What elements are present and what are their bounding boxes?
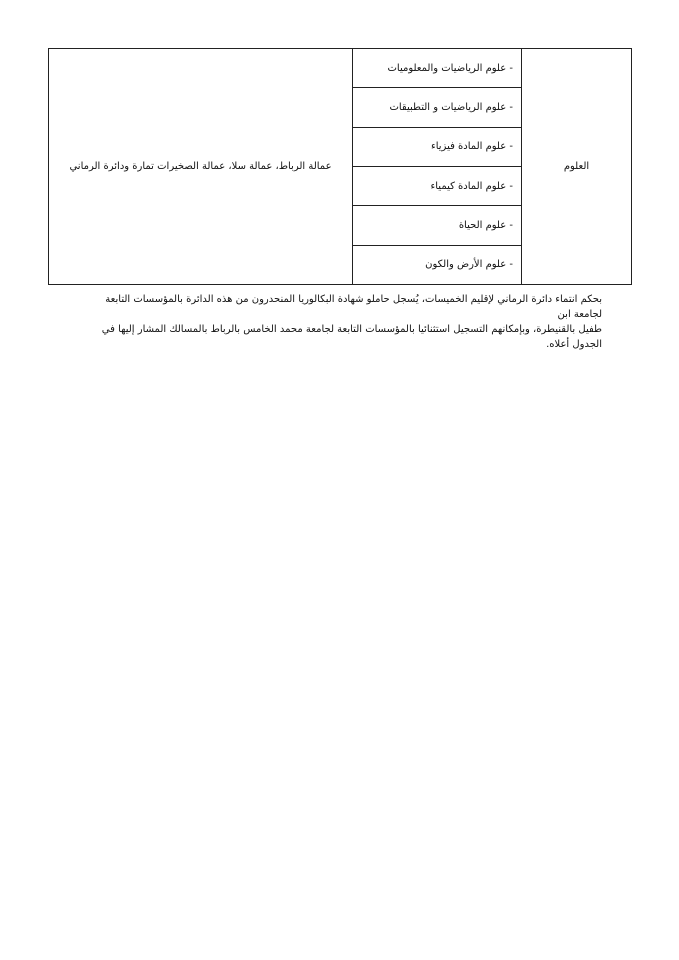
regions-cell: عمالة الرباط، عمالة سلا، عمالة الصخيرات تمارة ودائرة الرماني bbox=[49, 49, 353, 285]
track-item: - علوم الأرض والكون bbox=[425, 259, 513, 271]
track-item: - علوم المادة كيمياء bbox=[353, 167, 521, 206]
orientation-table bbox=[48, 48, 632, 285]
track-item: - علوم الحياة bbox=[353, 206, 521, 245]
track-item: - علوم الرياضيات و التطبيقات bbox=[353, 88, 521, 127]
tracks-cell bbox=[353, 49, 522, 285]
track-item: - علوم المادة فيزياء bbox=[353, 128, 521, 167]
track-list bbox=[353, 49, 521, 284]
footnote-line-1: بحكم انتماء دائرة الرماني لإقليم الخميسات، يُسجل حاملو شهادة البكالوريا المنحدرون من هذه الدائرة بالمؤسسات التابعة لجامعة ابن bbox=[105, 294, 602, 320]
footnote-line-2: طفيل بالقنيطرة، وبإمكانهم التسجيل استثنائيا بالمؤسسات التابعة لجامعة محمد الخامس بالرباط بالمسالك المشار إليها في الجدول أعلاه. bbox=[101, 324, 602, 350]
footnote-paragraph bbox=[78, 292, 602, 352]
field-cell: العلوم bbox=[522, 49, 632, 285]
track-item: - علوم الرياضيات والمعلوميات bbox=[353, 49, 521, 88]
table-row bbox=[49, 49, 632, 285]
